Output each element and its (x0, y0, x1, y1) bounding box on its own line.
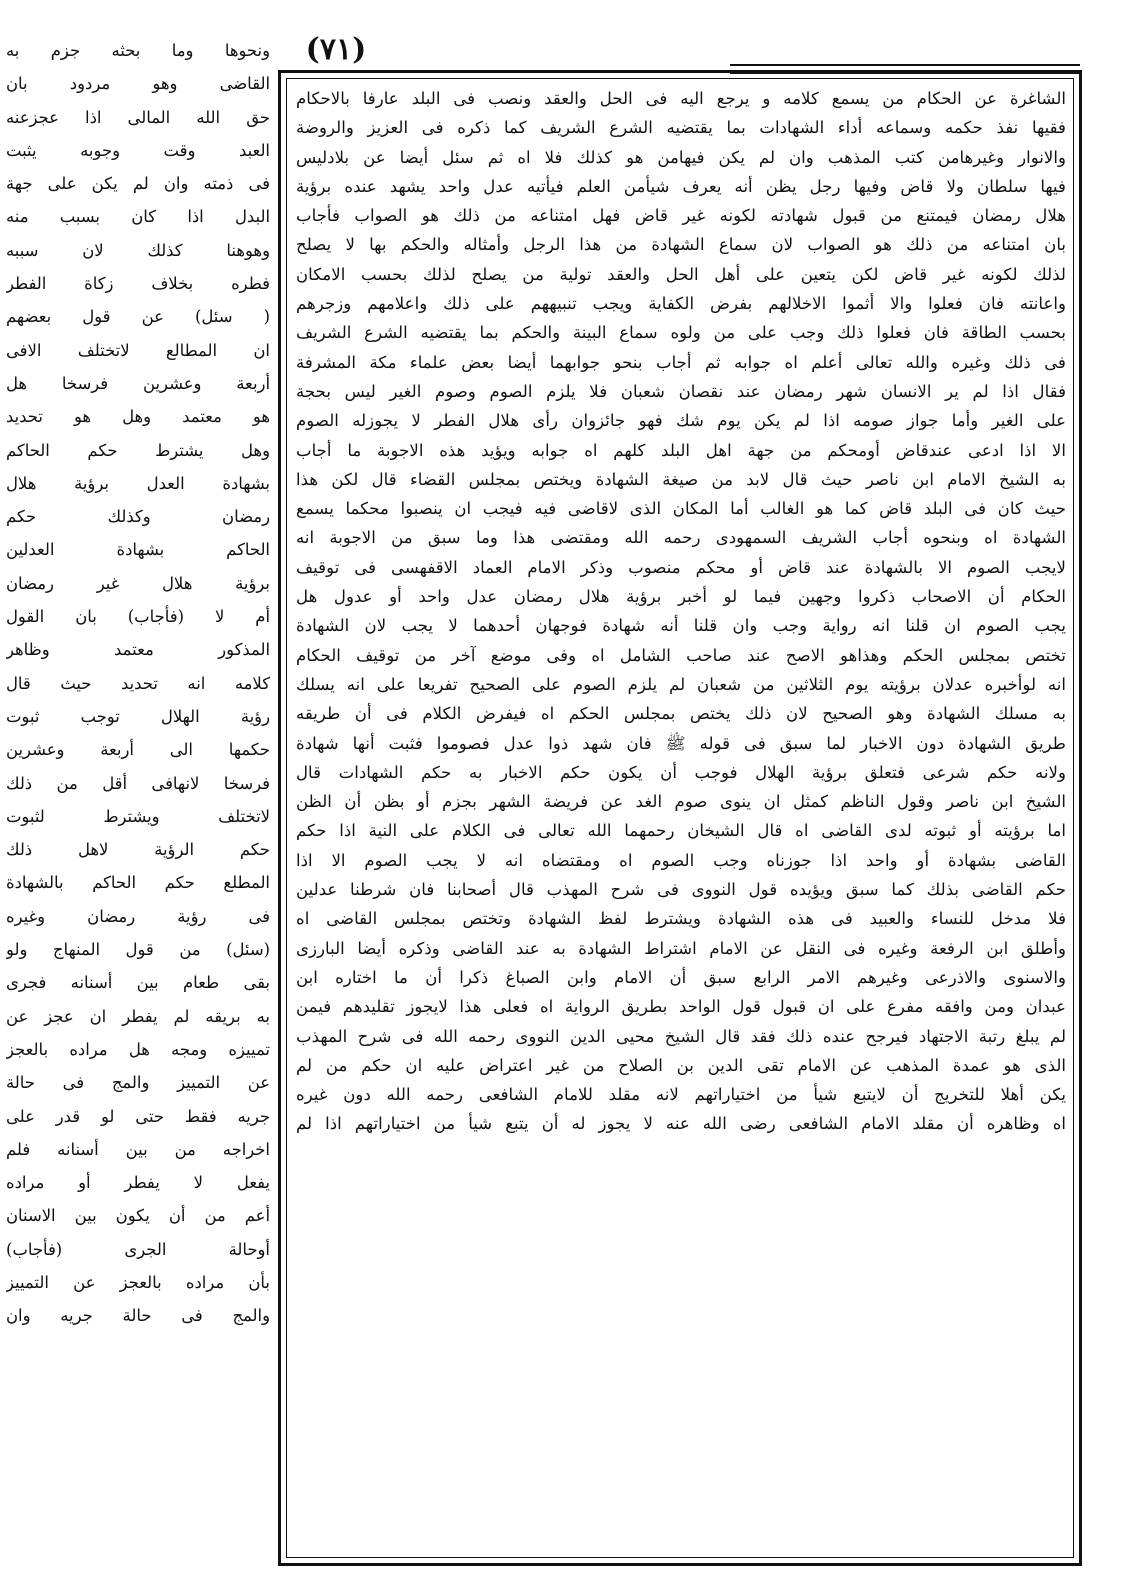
main-line: والاسنوى والاذرعى وغيرهم الامر الرابع سبق أن الامام وابن الصباغ ذكرا أن ما اختاره ابن (296, 967, 1066, 987)
main-line: بحسب الطاقة فان فعلوا ذلك وجب على من ولوه سماع البينة والحكم بما يقتضيه الشرع الشريف (296, 323, 1066, 343)
margin-line: هو معتمد وهل هو تحديد (6, 407, 270, 427)
main-line: الشهادة اه وبنحوه أجاب الشريف السمهودى رحمه الله ومقتضى هذا وما سبق من الاجوبة انه (296, 528, 1066, 548)
main-line: على الغير وأما جواز صومه اذا لم يكن يوم شك فهو جائزوان رأى هلال الفطر لا يجوزله الصوم (296, 411, 1066, 431)
margin-line: بقى طعام بين أسنانه فجرى (6, 973, 270, 993)
main-line: والانوار وغيرهامن كتب المذهب وان لم يكن فيهامن هو كذلك فلا اه ثم سئل أيضا عن بلادليس (296, 147, 1066, 167)
main-line: فقال اذا لم ير الانسان شهر رمضان عند نقصان شعبان فلا يلزم الصوم وصوم الغير ليس بحجة (296, 381, 1066, 401)
main-line: اما برؤيته أو ثبوته لدى القاضى اه قال الشيخان رحمهما الله تعالى فى الكلام على النية اذا حكم (296, 821, 1066, 841)
main-line: الشيخ ابن ناصر وقول الناظم كمثل ان ينوى صوم الغد عن فريضة الشهر بجزم أو بظن أن الظن (296, 792, 1066, 812)
margin-line: فرسخا لانهافى أقل من ذلك (6, 773, 270, 793)
margin-line: المطلع حكم الحاكم بالشهادة (6, 873, 270, 893)
margin-line: البدل اذا كان بسبب منه (6, 207, 270, 227)
margin-line: بأن مراده بالعجز عن التمييز (6, 1272, 270, 1292)
margin-line: الحاكم بشهادة العدلين (6, 540, 270, 560)
margin-line: رؤية الهلال توجب ثبوت (6, 706, 270, 726)
margin-line: حكمها الى أربعة وعشرين (6, 740, 270, 760)
main-text-body (296, 84, 1066, 1550)
margin-line: به بريقه لم يفطر ان عجز عن (6, 1006, 270, 1026)
margin-line: ان المطالع لاتختلف الافى (6, 340, 270, 360)
margin-line: برؤية هلال غير رمضان (6, 573, 270, 593)
main-line: يجب الصوم ان قلنا انه رواية وجب وان قلنا أنه شهادة فوجهان أحدهما لا يجب لان الشهادة (296, 616, 1066, 636)
margin-line: ونحوها وما بحثه جزم به (6, 41, 270, 60)
main-line: الشاغرة عن الحكام من يسمع كلامه و يرجع اليه فى الحل والعقد ونصب فى البلد عارفا بالاحكام (296, 89, 1066, 108)
margin-line: أربعة وعشرين فرسخا هل (6, 373, 270, 393)
margin-line: فطره بخلاف زكاة الفطر (6, 274, 270, 294)
margin-line: أعم من أن يكون بين الاسنان (6, 1206, 270, 1226)
page-number: (٧١) (305, 32, 367, 67)
main-line: فى ذلك وغيره والله تعالى أعلم اه جوابه ثم أجاب بنحو جوابهما أيضا بعض علماء مكة المشرفة (296, 352, 1066, 372)
main-line: فقيها نفذ حكمه وسماعه أداء الشهادات بما يقتضيه الشرع الشريف كما ذكره فى العزيز والروضة (296, 118, 1066, 138)
margin-line: بشهادة العدل برؤية هلال (6, 473, 270, 493)
main-line: لايجب الصوم الا بالشهادة عند قاض أو محكم منصوب وذكر الامام العماد الاقفهسى فى توقيف (296, 557, 1066, 577)
margin-line: أوحالة الجرى (فأجاب) (6, 1239, 270, 1259)
main-line: لذلك لكونه غير قاض لكن يتعين على أهل الحل والعقد تولية من يصلح لذلك بحسب الامكان (296, 264, 1066, 284)
main-line: لم يبلغ رتبة الاجتهاد فيرجح عنده ذلك فقد قال الشيخ محيى الدين النووى رحمه الله فى شرح المهذب (296, 1026, 1066, 1046)
main-line: به الشيخ الامام ابن ناصر حيث قال لابد من صيغة الشهادة ويختص بمجلس القضاء قال لكن هذا (296, 469, 1066, 489)
margin-line: كلامه انه تحديد حيث قال (6, 673, 270, 693)
margin-line: لاتختلف ويشترط لثبوت (6, 806, 270, 826)
margin-line: وهوهنا كذلك لان سببه (6, 240, 270, 260)
margin-line: جريه فقط حتى لو قدر على (6, 1106, 270, 1126)
main-line: بان امتناعه من ذلك هو الصواب لان سماع الشهادة من هذا الرجل وأمثاله والحكم بها لا يصلح (296, 235, 1066, 255)
main-line: حكم القاضى بذلك كما سبق ويؤيده قول النووى فى شرح المهذب قال أصحابنا فان شرطنا عدلين (296, 880, 1066, 900)
margin-line: رمضان وكذلك حكم (6, 507, 270, 527)
main-line: طريق الشهادة دون الاخبار لما سبق فى قوله ﷺ فان شهد ذوا عدل فصوموا فثبت أنها شهادة (296, 733, 1066, 753)
main-line: هلال رمضان فيمتنع من قبول شهادته لكونه غير قاض فهل امتناعه من ذلك هو الصواب فأجاب (296, 206, 1066, 226)
margin-line: والمج فى حالة جريه وان (6, 1306, 270, 1326)
main-line: وأطلق ابن الرفعة وغيره فى النقل عن الامام اشتراط الشهادة به عند القاضى وذكره أيضا البارزى (296, 938, 1066, 958)
margin-line: القاضى وهو مردود بان (6, 74, 270, 94)
margin-line: وهل يشترط حكم الحاكم (6, 440, 270, 460)
main-line: به مسلك الشهادة وهو الصحيح لان ذلك يختص بمجلس الحكم اه فيفرض الكلام فى أن طريقه (296, 704, 1066, 724)
main-line: الا اذا ادعى عندقاض أومحكم من جهة اهل البلد كلهم اه جوابه ويؤيد هذه الاجوبة ما أجاب (296, 440, 1066, 460)
margin-line: يفعل لا يفطر أو مراده (6, 1173, 270, 1193)
margin-line: (سئل) من قول المنهاج ولو (6, 940, 270, 960)
main-line: يكن أهلا للتخريج أن لايتبع شيأ من اختياراتهم لانه مقلد للامام الشافعى رحمه الله دون غيره (296, 1085, 1066, 1105)
main-line: انه لوأخبره عدلان برؤيته يوم الثلاثين من شعبان لم يلزم الصوم على الصحيح تفريعا على انه يسلك (296, 674, 1066, 694)
main-line: تختص بمجلس الحكم وهذاهو الاصح عند صاحب الشامل اه وفى موضع آخر من توقيف الحكام (296, 645, 1066, 665)
main-line: ولانه حكم شرعى فتعلق برؤية الهلال فوجب أن يكون حكم الاخبار به حكم الشهادات قال (296, 762, 1066, 782)
main-line: القاضى بشهادة أو واحد اذا جوزناه وجب الصوم اه ومقتضاه انه لا يجب الصوم الا اذا (296, 850, 1066, 870)
margin-line: العبد وقت وجوبه يثبت (6, 140, 270, 160)
margin-line: فى ذمته وان لم يكن على جهة (6, 174, 270, 194)
main-line: حيث كان فى البلد قاض كما هو الغالب أما المكان الذى لاقاضى فيه فيجب ان ينصبوا محكما يسمع (296, 499, 1066, 519)
main-line: الحكام أن الاصحاب ذكروا وجهين فيما لو أخبر برؤية هلال رمضان عدل واحد أو عدول هل (296, 587, 1066, 607)
margin-line: أم لا (فأجاب) بان القول (6, 607, 270, 627)
margin-line: حكم الرؤية لاهل ذلك (6, 840, 270, 860)
main-line: واعانته فان فعلوا والا أثموا الاخلالهم بفرض الكفاية ويجب تنبيههم على ذلك واعلامهم وزجرهم (296, 294, 1066, 314)
margin-line: المذكور معتمد وظاهر (6, 640, 270, 660)
margin-line: عن التمييز والمج فى حالة (6, 1073, 270, 1093)
margin-line: فى رؤية رمضان وغيره (6, 906, 270, 926)
margin-line: تمييزه ومجه هل مراده بالعجز (6, 1039, 270, 1059)
margin-line: ( سئل) عن قول بعضهم (6, 307, 270, 327)
main-line: اه وظاهره أن مقلد الامام الشافعى رضى الله عنه لا يجوز له أن يتبع شيأ من اختياراتهم اذا لم (296, 1114, 1066, 1134)
margin-text-column (6, 34, 270, 1564)
margin-line: اخراجه من بين أسنانه فلم (6, 1139, 270, 1159)
main-line: عبدان ومن وافقه مفرع على ان قبول قول الواحد بطريق الرواية اه فعلى هذا لايجوز تقليدهم فيمن (296, 997, 1066, 1017)
main-line: الذى هو عمدة المذهب عن الامام تقى الدين بن الصلاح من غير اعتراض عليه ان حكم من لم (296, 1055, 1066, 1075)
main-line: فلا مدخل للنساء والعبيد فى هذه الشهادة ويشترط لفظ الشهادة وتختص بمجلس القاضى اه (296, 909, 1066, 929)
main-line: فيها سلطان ولا قاض وفيها رجل يظن أنه يعرف شيأمن العلم فيأتيه عدل واحد يشهد عنده برؤية (296, 176, 1066, 196)
margin-line: حق الله المالى اذا عجزعنه (6, 107, 270, 127)
